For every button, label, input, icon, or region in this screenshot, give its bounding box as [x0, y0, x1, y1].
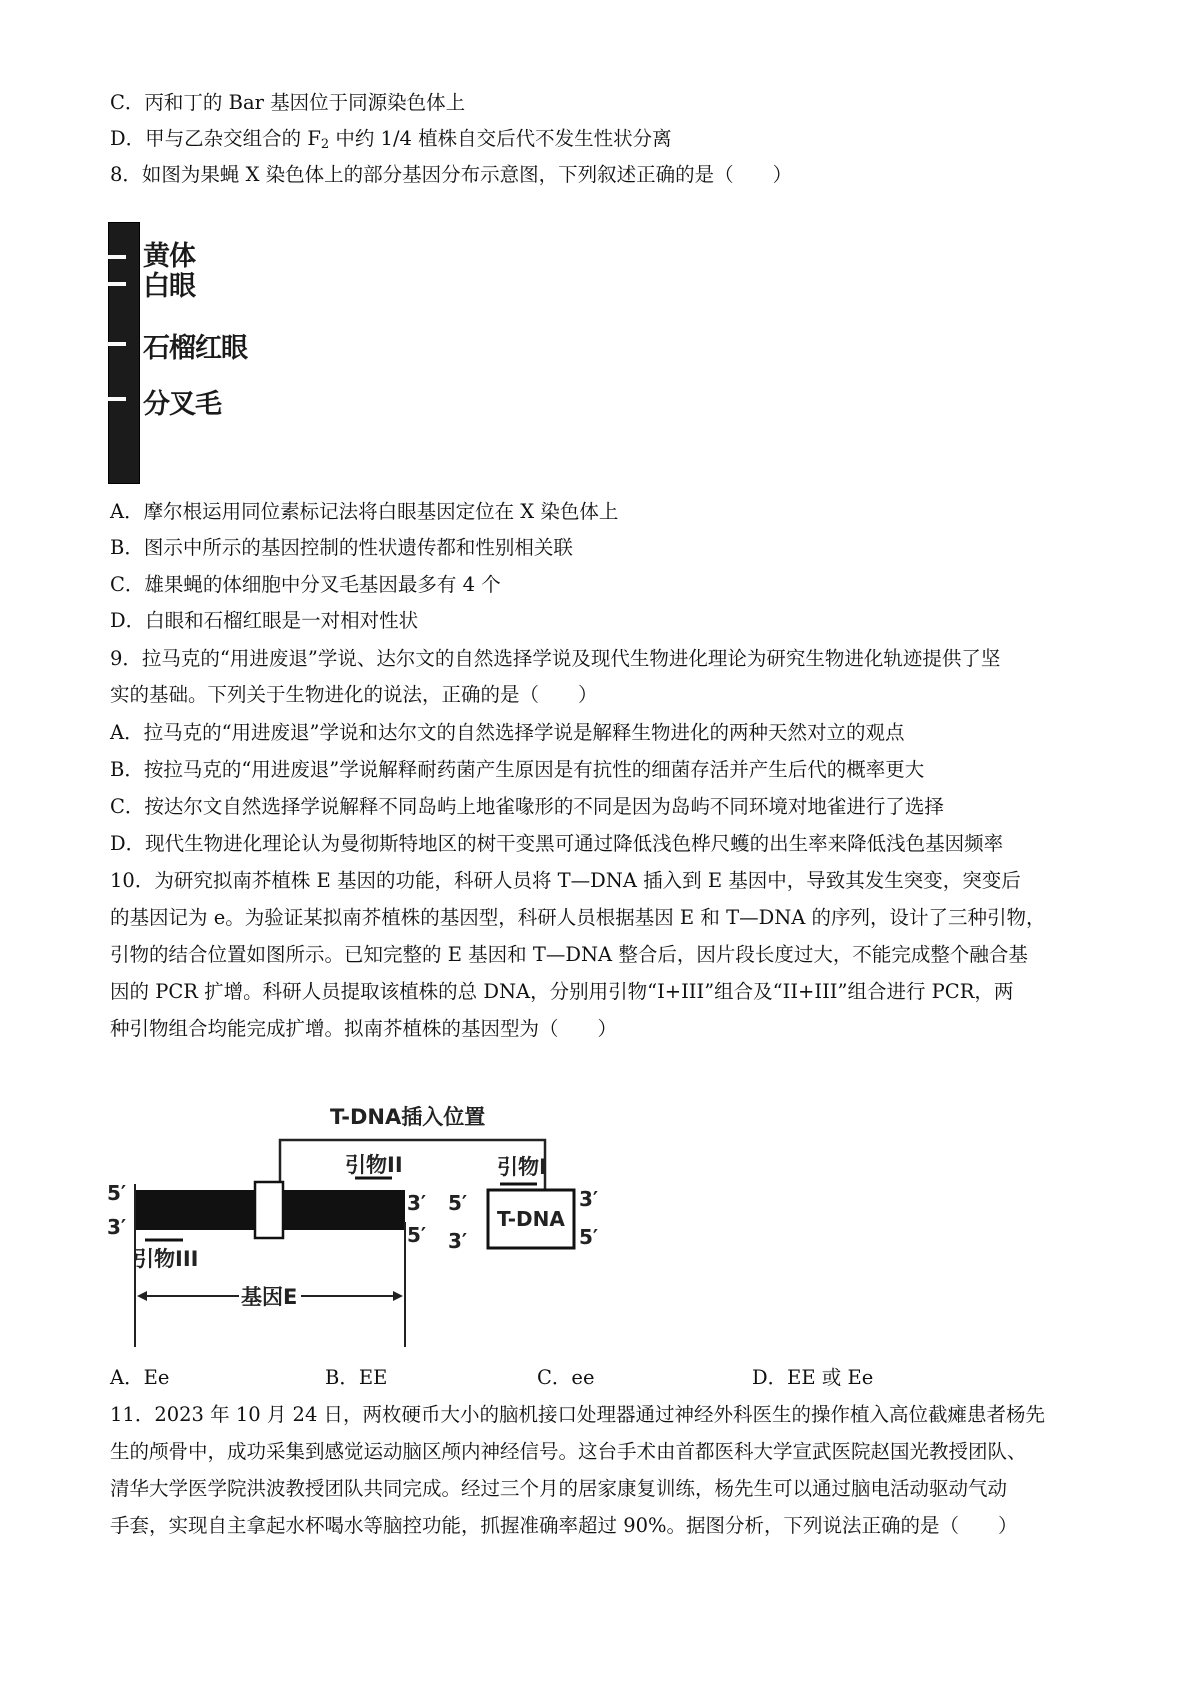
- option-c-q7: C．丙和丁的 Bar 基因位于同源染色体上: [110, 91, 466, 114]
- option-b-q8: B．图示中所示的基因控制的性状遗传都和性别相关联: [110, 536, 573, 559]
- primer-2-label: 引物II: [345, 1153, 403, 1177]
- question-10-line-4: 因的 PCR 扩增。科研人员提取该植株的总 DNA，分别用引物“I+III”组合及“II+III”组合进行 PCR，两: [110, 980, 1014, 1003]
- option-a-q10: A．Ee: [110, 1366, 170, 1389]
- tdna-box-label: T-DNA: [497, 1207, 565, 1231]
- question-9-line-1: 9．拉马克的“用进废退”学说、达尔文的自然选择学说及现代生物进化理论为研究生物进化轨迹提供了坚: [110, 647, 1001, 670]
- option-a-q8: A．摩尔根运用同位素标记法将白眼基因定位在 X 染色体上: [110, 500, 619, 523]
- gene-e-label: 基因E: [241, 1285, 298, 1309]
- gene-5prime-left: 5′: [107, 1181, 127, 1205]
- option-d-q7: [110, 124, 1110, 160]
- chromosome-band: [106, 342, 126, 346]
- insertion-site-box: [255, 1182, 283, 1238]
- question-10-line-1: 10．为研究拟南芥植株 E 基因的功能，科研人员将 T—DNA 插入到 E 基因中，导致其发生突变，突变后: [110, 869, 1021, 892]
- chromosome-band: [106, 282, 126, 286]
- question-10-line-2: 的基因记为 e。为验证某拟南芥植株的基因型，科研人员根据基因 E 和 T—DNA 的序列，设计了三种引物，: [110, 906, 1046, 929]
- option-c-q8: C．雄果蝇的体细胞中分叉毛基因最多有 4 个: [110, 573, 501, 596]
- primer-3-label: 引物III: [133, 1247, 199, 1271]
- gene-label-garnet-eye: 石榴红眼: [143, 333, 247, 364]
- question-11-line-1: 11．2023 年 10 月 24 日，两枚硬币大小的脑机接口处理器通过神经外科医生的操作植入高位截瘫患者杨先: [110, 1403, 1046, 1426]
- question-10-line-3: 引物的结合位置如图所示。已知完整的 E 基因和 T—DNA 整合后，因片段长度过大，不能完成整个融合基: [110, 943, 1028, 966]
- option-b-q10: B．EE: [325, 1366, 388, 1389]
- gene-label-yellow-body: 黄体: [143, 241, 195, 272]
- question-8: 8．如图为果蝇 X 染色体上的部分基因分布示意图，下列叙述正确的是（ ）: [110, 163, 793, 186]
- option-c-q10: C．ee: [537, 1366, 595, 1389]
- question-11-line-2: 生的颅骨中，成功采集到感觉运动脑区颅内神经信号。这台手术由首都医科大学宣武医院赵国光教授团队、: [110, 1440, 1027, 1463]
- gene-label-white-eye: 白眼: [143, 271, 195, 302]
- gene-5prime-right: 5′: [407, 1223, 427, 1247]
- tdna-3prime-left: 3′: [448, 1229, 468, 1253]
- option-d-q9: D．现代生物进化理论认为曼彻斯特地区的树干变黑可通过降低浅色桦尺蠖的出生率来降低浅色基因频率: [110, 832, 1004, 855]
- x-chromosome-bar: [108, 222, 140, 484]
- tdna-5prime-left: 5′: [448, 1191, 468, 1215]
- tdna-3prime-right: 3′: [579, 1187, 599, 1211]
- gene-e-figure: [105, 1072, 665, 1352]
- option-d-q7-pre: D．甲与乙杂交组合的 F: [110, 127, 321, 150]
- f2-subscript: 2: [320, 137, 330, 152]
- option-b-q9: B．按拉马克的“用进废退”学说解释耐药菌产生原因是有抗性的细菌存活并产生后代的概率更大: [110, 758, 925, 781]
- chromosome-figure: [108, 222, 248, 482]
- gene-3prime-right: 3′: [407, 1191, 427, 1215]
- option-d-q7-post: 中约 1/4 植株自交后代不发生性状分离: [329, 127, 672, 150]
- option-a-q9: A．拉马克的“用进废退”学说和达尔文的自然选择学说是解释生物进化的两种天然对立的观点: [110, 721, 905, 744]
- question-9-line-2: 实的基础。下列关于生物进化的说法，正确的是（ ）: [110, 683, 598, 706]
- gene-3prime-left: 3′: [107, 1215, 127, 1239]
- chromosome-band: [106, 255, 126, 259]
- tdna-5prime-right: 5′: [579, 1225, 599, 1249]
- primer-1-label: 引物I: [497, 1155, 547, 1179]
- question-11-line-4: 手套，实现自主拿起水杯喝水等脑控功能，抓握准确率超过 90%。据图分析，下列说法正确的是（ ）: [110, 1514, 1018, 1537]
- gene-e-diagram: [105, 1072, 665, 1352]
- gene-label-forked-bristle: 分叉毛: [143, 389, 221, 420]
- option-d-q10: D．EE 或 Ee: [752, 1366, 874, 1389]
- question-11-line-3: 清华大学医学院洪波教授团队共同完成。经过三个月的居家康复训练，杨先生可以通过脑电活动驱动气动: [110, 1477, 1008, 1500]
- tdna-insert-label: T-DNA插入位置: [330, 1105, 486, 1129]
- option-d-q8: D．白眼和石榴红眼是一对相对性状: [110, 609, 419, 632]
- question-10-line-5: 种引物组合均能完成扩增。拟南芥植株的基因型为（ ）: [110, 1017, 618, 1040]
- option-c-q9: C．按达尔文自然选择学说解释不同岛屿上地雀喙形的不同是因为岛屿不同环境对地雀进行了选择: [110, 795, 944, 818]
- chromosome-band: [106, 397, 126, 401]
